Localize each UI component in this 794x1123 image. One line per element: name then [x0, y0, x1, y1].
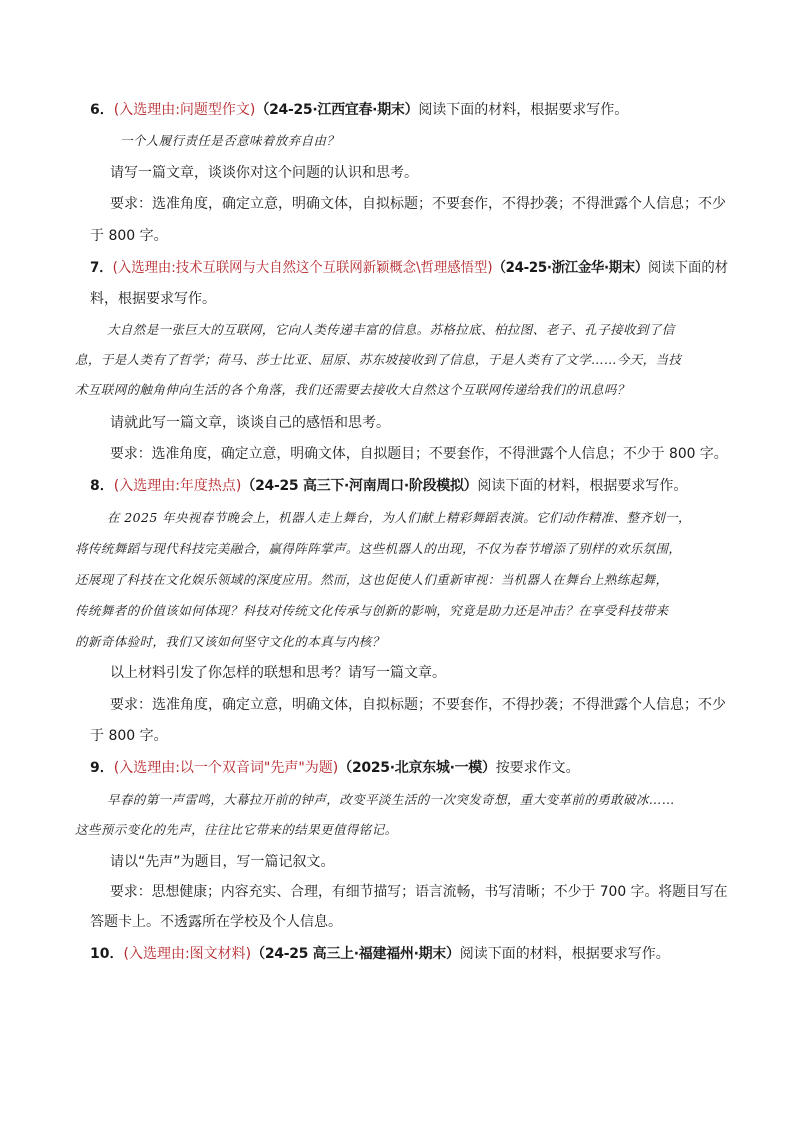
selection-reason: (入选理由:图文材料)	[123, 946, 252, 962]
requirement-line: 要求：思想健康；内容充实、合理，有细节描写；语言流畅，书写清晰；不少于 700 字。将题目写在	[110, 884, 728, 900]
question-10-header	[90, 944, 670, 964]
question-6-header	[90, 100, 628, 120]
question-instruction: 阅读下面的材	[647, 260, 729, 276]
requirement-line: 要求：选准角度，确定立意，明确文体，自拟题目；不要套作，不得泄露个人信息；不少于 800 字。	[110, 446, 728, 462]
task-line: 以上材料引发了你怎样的联想和思考？请写一篇文章。	[110, 665, 446, 681]
material-line: 这些预示变化的先声，往往比它带来的结果更值得铭记。	[75, 822, 398, 837]
material-line: 早春的第一声雷鸣，大幕拉开前的钟声，改变平淡生活的一次突发奇想，重大变革前的勇敢破冰……	[107, 792, 675, 807]
material-line: 传统舞者的价值该如何体现？科技对传统文化传承与创新的影响，究竟是助力还是冲击？在享受科技带来	[75, 603, 669, 618]
selection-reason: (入选理由:技术互联网与大自然这个互联网新颖概念\哲理感悟型)	[112, 260, 493, 276]
question-number: 6．	[90, 102, 114, 118]
question-source: （24-25 高三上·福建福州·期末）	[251, 946, 460, 962]
task-line: 请就此写一篇文章，谈谈自己的感悟和思考。	[110, 415, 390, 431]
question-source: （2025·北京东城·一模）	[338, 760, 496, 776]
question-source: （24-25 高三下·河南周口·阶段模拟）	[241, 478, 478, 494]
task-line: 请写一篇文章，谈谈你对这个问题的认识和思考。	[110, 165, 418, 181]
material-line: 在 2025 年央视春节晚会上，机器人走上舞台，为人们献上精彩舞蹈表演。它们动作精准、整齐划一，	[107, 510, 691, 525]
question-9-header	[90, 758, 580, 778]
question-instruction: 阅读下面的材料，根据要求写作。	[418, 102, 629, 118]
requirement-line: 要求：选准角度，确定立意，明确文体，自拟标题；不要套作，不得抄袭；不得泄露个人信息；不少	[110, 697, 726, 713]
requirement-line: 于 800 字。	[90, 228, 168, 244]
material-line: 将传统舞蹈与现代科技完美融合，赢得阵阵掌声。这些机器人的出现，不仅为春节增添了别样的欢乐氛围，	[75, 541, 682, 556]
question-instruction: 阅读下面的材料，根据要求写作。	[459, 946, 670, 962]
requirement-line: 要求：选准角度，确定立意，明确文体，自拟标题；不要套作，不得抄袭；不得泄露个人信息；不少	[110, 196, 726, 212]
selection-reason: (入选理由:以一个双音词"先声"为题)	[113, 760, 339, 776]
question-number: 8．	[90, 478, 114, 494]
question-number: 7．	[90, 260, 113, 276]
question-number: 10．	[90, 946, 124, 962]
requirement-line: 答题卡上。不透露所在学校及个人信息。	[90, 914, 342, 930]
material-line: 的新奇体验时，我们又该如何坚守文化的本真与内核？	[75, 634, 385, 649]
question-instruction-cont: 料，根据要求写作。	[90, 291, 216, 307]
question-8-header	[90, 476, 687, 496]
material-line: 大自然是一张巨大的互联网，它向人类传递丰富的信息。苏格拉底、柏拉图、老子、孔子接收到了信	[107, 322, 675, 337]
question-source: （24-25·浙江金华·期末）	[492, 260, 648, 276]
question-number: 9．	[90, 760, 114, 776]
material-line: 一个人履行责任是否意味着放弃自由？	[120, 133, 340, 148]
material-line: 术互联网的触角伸向生活的各个角落，我们还需要去接收大自然这个互联网传递给我们的讯息吗？	[75, 382, 630, 397]
question-instruction: 按要求作文。	[495, 760, 580, 776]
question-7-header	[90, 258, 728, 278]
task-line: 请以“先声”为题目，写一篇记叙文。	[110, 854, 335, 870]
question-source: （24-25·江西宜春·期末）	[255, 102, 419, 118]
material-line: 息，于是人类有了哲学；荷马、莎士比亚、屈原、苏东坡接收到了信息，于是人类有了文学……今天，当技	[75, 352, 682, 367]
material-line: 还展现了科技在文化娱乐领域的深度应用。然而，这也促使人们重新审视：当机器人在舞台上熟练起舞，	[75, 572, 669, 587]
requirement-line: 于 800 字。	[90, 728, 168, 744]
selection-reason: (入选理由:年度热点)	[113, 478, 242, 494]
question-instruction: 阅读下面的材料，根据要求写作。	[477, 478, 688, 494]
selection-reason: (入选理由:问题型作文)	[113, 102, 256, 118]
